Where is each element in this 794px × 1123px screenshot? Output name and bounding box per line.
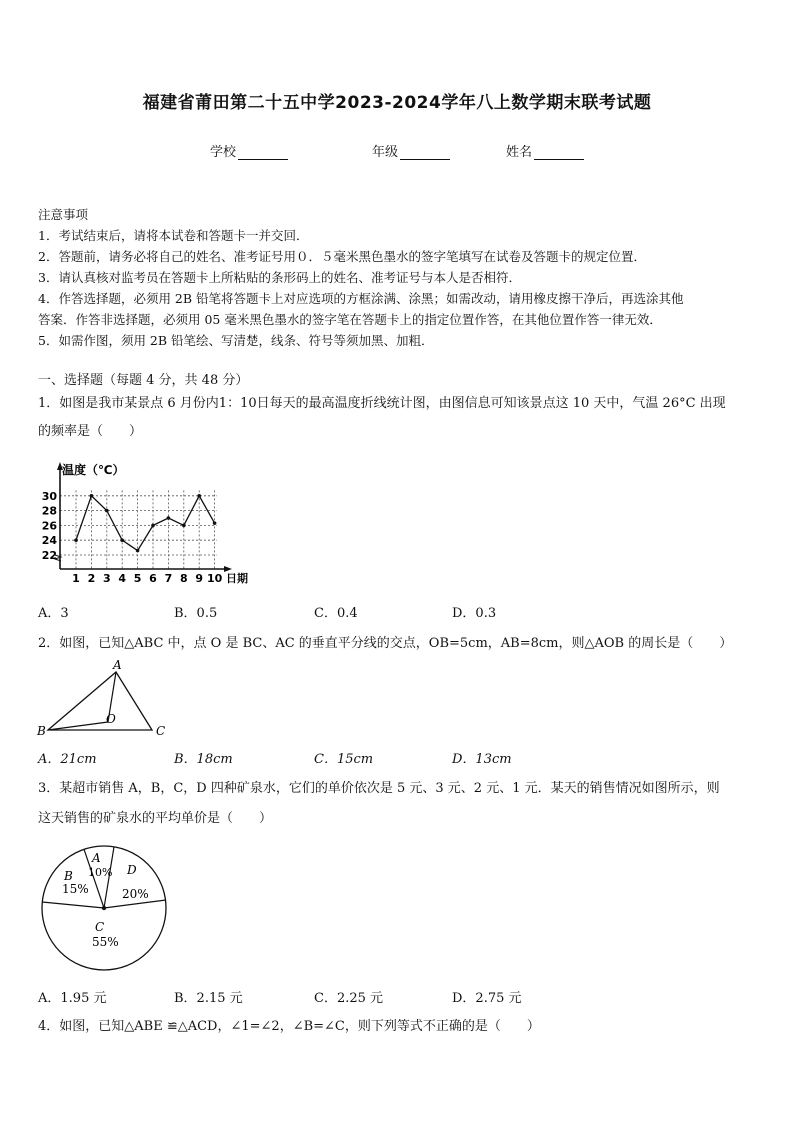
data-point — [167, 516, 171, 520]
name-label: 姓名 — [506, 145, 533, 160]
data-point — [74, 538, 78, 542]
x-tick-label: 8 — [179, 572, 188, 585]
y-tick-label: 26 — [41, 519, 57, 533]
question-1-line2: 的频率是（ ） — [38, 424, 143, 439]
notes-heading: 注意事项 — [38, 207, 89, 222]
question-4 — [38, 1017, 762, 1037]
temperature-series-line — [76, 496, 215, 551]
slice-d-name: D — [127, 863, 137, 877]
option-b[interactable]: B．0.5 — [174, 606, 218, 621]
vertex-b-label: B — [37, 724, 46, 738]
x-tick-label: 9 — [195, 572, 204, 585]
name-blank[interactable] — [534, 145, 584, 160]
data-point — [105, 509, 109, 513]
x-tick-label: 7 — [164, 572, 173, 585]
y-tick-label: 28 — [41, 504, 57, 518]
note-item: 4．作答选择题，必须用 2B 铅笔将答题卡上对应选项的方框涂满、涂黑；如需改动，请用橡皮擦干净后，再选涂其他 — [38, 291, 684, 306]
question-2 — [38, 634, 762, 654]
x-tick-label: 3 — [102, 572, 111, 585]
note-item: 答案．作答非选择题，必须用 05 毫米黑色墨水的签字笔在答题卡上的指定位置作答，在其他位置作答一律无效． — [38, 312, 662, 327]
option-c[interactable]: C．15cm — [314, 752, 374, 767]
note-item: 3．请认真核对监考员在答题卡上所粘贴的条形码上的姓名、准考证号与本人是否相符． — [38, 270, 521, 285]
option-a[interactable]: A．3 — [38, 606, 69, 621]
option-a[interactable]: A．21cm — [38, 752, 97, 767]
x-tick-labels — [72, 572, 222, 585]
slice-c-name: C — [95, 920, 105, 934]
x-tick-label: 1 — [72, 572, 80, 585]
y-axis-label: 温度（℃） — [62, 463, 125, 477]
grade-field[interactable] — [372, 141, 450, 160]
question-3-line1: 3．某超市销售 A，B，C，D 四种矿泉水，它们的单价依次是 5 元、3 元、2 元、1 元．某天的销售情况如图所示，则 — [38, 781, 720, 796]
question-2-stem: 2．如图，已知△ABC 中，点 O 是 BC、AC 的垂直平分线的交点，OB=5cm，AB=8cm，则△AOB 的周长是（ ） — [38, 636, 733, 651]
y-tick-label: 30 — [41, 489, 57, 503]
question-1-options — [38, 602, 762, 622]
slice-a-percent: 10% — [88, 866, 113, 879]
school-blank[interactable] — [238, 145, 288, 160]
question-3-line2: 这天销售的矿泉水的平均单价是（ ） — [38, 811, 273, 826]
x-tick-label: 5 — [133, 572, 142, 585]
option-b[interactable]: B．18cm — [174, 752, 233, 767]
note-item: 1．考试结束后，请将本试卷和答题卡一并交回． — [38, 228, 309, 243]
section-title: 一、选择题（每题 4 分，共 48 分） — [38, 373, 249, 388]
pie-divider-cb — [42, 902, 104, 908]
data-point — [197, 494, 201, 498]
x-tick-label: 10 — [206, 572, 223, 585]
question-3-options — [38, 987, 762, 1007]
data-point — [90, 494, 94, 498]
question-3 — [38, 779, 762, 829]
slice-c-percent: 55% — [92, 935, 119, 949]
school-field[interactable] — [210, 141, 288, 160]
x-tick-label: 4 — [118, 572, 127, 585]
question-1-line1: 1．如图是我市某景点 6 月份内1：10日每天的最高温度折线统计图，由图信息可知该景点这 10 天中，气温 26°C 出现 — [38, 396, 726, 411]
option-a[interactable]: A．1.95 元 — [38, 991, 107, 1006]
question-1 — [38, 394, 762, 442]
notes-block — [38, 204, 758, 351]
data-point — [151, 524, 155, 528]
option-c[interactable]: C．2.25 元 — [314, 991, 384, 1006]
x-axis-label: 日期 — [226, 572, 248, 585]
pie-divider-dc — [104, 900, 166, 908]
option-c[interactable]: C．0.4 — [314, 606, 358, 621]
data-point — [136, 549, 140, 553]
vertex-c-label: C — [156, 724, 166, 738]
exam-title: 福建省莆田第二十五中学2023-2024学年八上数学期末联考试题 — [142, 93, 652, 113]
data-point — [182, 524, 186, 528]
grade-label: 年级 — [372, 145, 399, 160]
y-tick-label: 22 — [41, 549, 57, 562]
vertex-a-label: A — [113, 658, 122, 672]
x-tick-label: 2 — [87, 572, 96, 585]
note-item: 5．如需作图，须用 2B 铅笔绘、写清楚，线条、符号等须加黑、加粗． — [38, 333, 434, 348]
option-d[interactable]: D．0.3 — [452, 606, 497, 621]
slice-b-percent: 15% — [62, 882, 89, 896]
slice-a-name: A — [92, 851, 101, 865]
question-2-options — [38, 748, 762, 768]
segment-bo — [48, 722, 108, 730]
data-point — [120, 538, 124, 542]
option-b[interactable]: B．2.15 元 — [174, 991, 243, 1006]
y-tick-labels — [42, 490, 58, 562]
school-label: 学校 — [210, 145, 237, 160]
slice-d-percent: 20% — [122, 887, 149, 901]
option-d[interactable]: D．13cm — [452, 752, 512, 767]
grade-blank[interactable] — [400, 145, 450, 160]
y-tick-label: 24 — [41, 534, 57, 548]
chart-grid — [60, 490, 217, 569]
note-item: 2．答题前，请务必将自己的姓名、准考证号用０．５毫米黑色墨水的签字笔填写在试卷及答题卡的规定位置． — [38, 249, 646, 264]
name-field[interactable] — [506, 141, 584, 160]
temperature-line-chart — [38, 456, 258, 590]
sales-pie-chart — [38, 842, 174, 976]
triangle-abc — [48, 672, 152, 730]
pie-center — [102, 906, 106, 910]
x-tick-label: 6 — [149, 572, 157, 585]
data-point — [213, 521, 217, 525]
question-4-stem: 4．如图，已知△ABE ≌△ACD，∠1=∠2，∠B=∠C，则下列等式不正确的是（ ） — [38, 1019, 540, 1034]
slice-b-name: B — [64, 869, 73, 883]
option-d[interactable]: D．2.75 元 — [452, 991, 522, 1006]
point-o-label: O — [106, 712, 116, 726]
triangle-figure — [36, 656, 186, 740]
student-info-row — [0, 141, 794, 161]
